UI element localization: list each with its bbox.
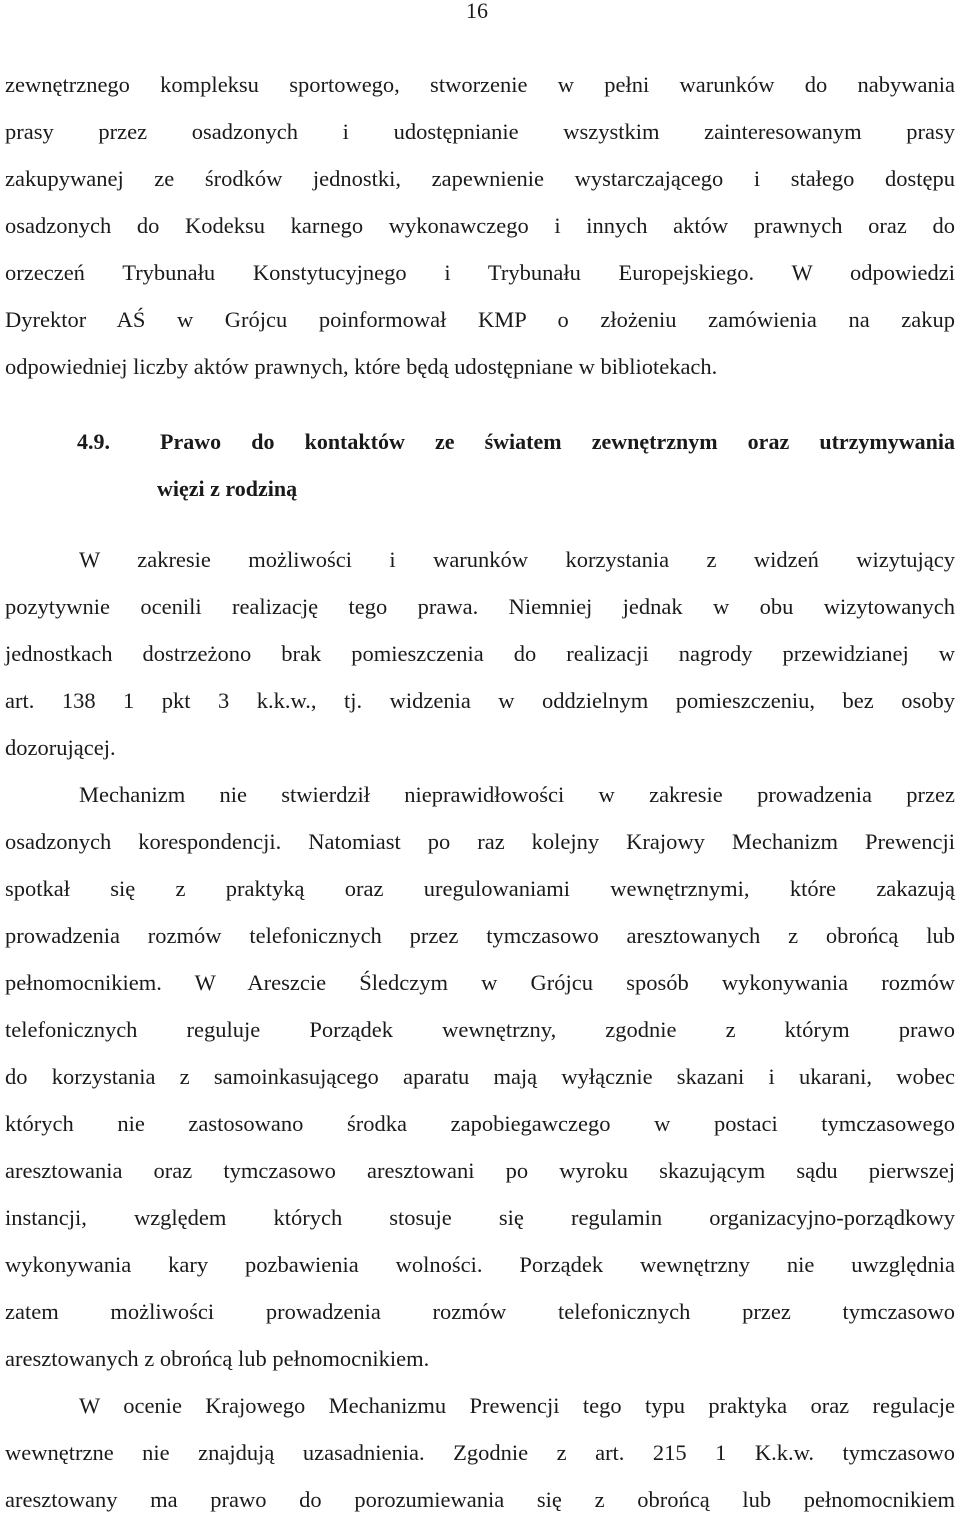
text-line: telefonicznych reguluje Porządek wewnętrzny, zgodnie z którym prawo	[5, 1017, 955, 1042]
paragraph-3	[5, 771, 955, 1382]
text-line: pozytywnie ocenili realizację tego prawa. Niemniej jednak w obu wizytowanych	[5, 594, 955, 619]
text-line: zakupywanej ze środków jednostki, zapewnienie wystarczającego i stałego dostępu	[5, 166, 955, 191]
text-line: zewnętrznego kompleksu sportowego, stworzenie w pełni warunków do nabywania	[5, 72, 955, 97]
paragraph-1	[5, 61, 955, 390]
text-line: wewnętrzne nie znajdują uzasadnienia. Zgodnie z art. 215 1 K.k.w. tymczasowo	[5, 1440, 955, 1465]
text-line: osadzonych korespondencji. Natomiast po raz kolejny Krajowy Mechanizm Prewencji	[5, 829, 955, 854]
text-line: aresztowania oraz tymczasowo aresztowani po wyroku skazującym sądu pierwszej	[5, 1158, 955, 1183]
text-line: orzeczeń Trybunału Konstytucyjnego i Trybunału Europejskiego. W odpowiedzi	[5, 260, 955, 285]
text-line: których nie zastosowano środka zapobiegawczego w postaci tymczasowego	[5, 1111, 955, 1136]
text-line: do korzystania z samoinkasującego aparatu mają wyłącznie skazani i ukarani, wobec	[5, 1064, 955, 1089]
text-line: jednostkach dostrzeżono brak pomieszczenia do realizacji nagrody przewidzianej w	[5, 641, 955, 666]
text-line: dozorującej.	[5, 735, 116, 760]
text-line: osadzonych do Kodeksu karnego wykonawczego i innych aktów prawnych oraz do	[5, 213, 955, 238]
text-line: odpowiedniej liczby aktów prawnych, które będą udostępniane w bibliotekach.	[5, 354, 718, 379]
text-line: prowadzenia rozmów telefonicznych przez tymczasowo aresztowanych z obrońcą lub	[5, 923, 955, 948]
paragraph-2	[5, 536, 955, 771]
text-line: art. 138 1 pkt 3 k.k.w., tj. widzenia w oddzielnym pomieszczeniu, bez osoby	[5, 688, 955, 713]
text-line: zatem możliwości prowadzenia rozmów telefonicznych przez tymczasowo	[5, 1299, 955, 1324]
text-line: W ocenie Krajowego Mechanizmu Prewencji tego typu praktyka oraz regulacje	[79, 1393, 955, 1418]
paragraph-4	[5, 1382, 955, 1523]
section-heading	[77, 418, 955, 512]
text-line: pełnomocnikiem. W Areszcie Śledczym w Grójcu sposób wykonywania rozmów	[5, 970, 955, 995]
section-title-line-2: więzi z rodziną	[157, 476, 298, 501]
text-line: instancji, względem których stosuje się regulamin organizacyjno-porządkowy	[5, 1205, 955, 1230]
text-line: prasy przez osadzonych i udostępnianie wszystkim zainteresowanym prasy	[5, 119, 955, 144]
text-line: aresztowany ma prawo do porozumiewania się z obrońcą lub pełnomocnikiem	[5, 1487, 955, 1512]
section-title-line-1: Prawo do kontaktów ze światem zewnętrznym oraz utrzymywania	[160, 429, 955, 454]
text-line: spotkał się z praktyką oraz uregulowaniami wewnętrznymi, które zakazują	[5, 876, 955, 901]
text-line: Mechanizm nie stwierdził nieprawidłowości w zakresie prowadzenia przez	[79, 782, 955, 807]
page-number: 16	[466, 0, 488, 23]
text-line: wykonywania kary pozbawienia wolności. Porządek wewnętrzny nie uwzględnia	[5, 1252, 955, 1277]
text-line: W zakresie możliwości i warunków korzystania z widzeń wizytujący	[79, 547, 955, 572]
section-number: 4.9.	[77, 429, 110, 454]
text-line: aresztowanych z obrońcą lub pełnomocnikiem.	[5, 1346, 430, 1371]
text-line: Dyrektor AŚ w Grójcu poinformował KMP o złożeniu zamówienia na zakup	[5, 307, 955, 332]
